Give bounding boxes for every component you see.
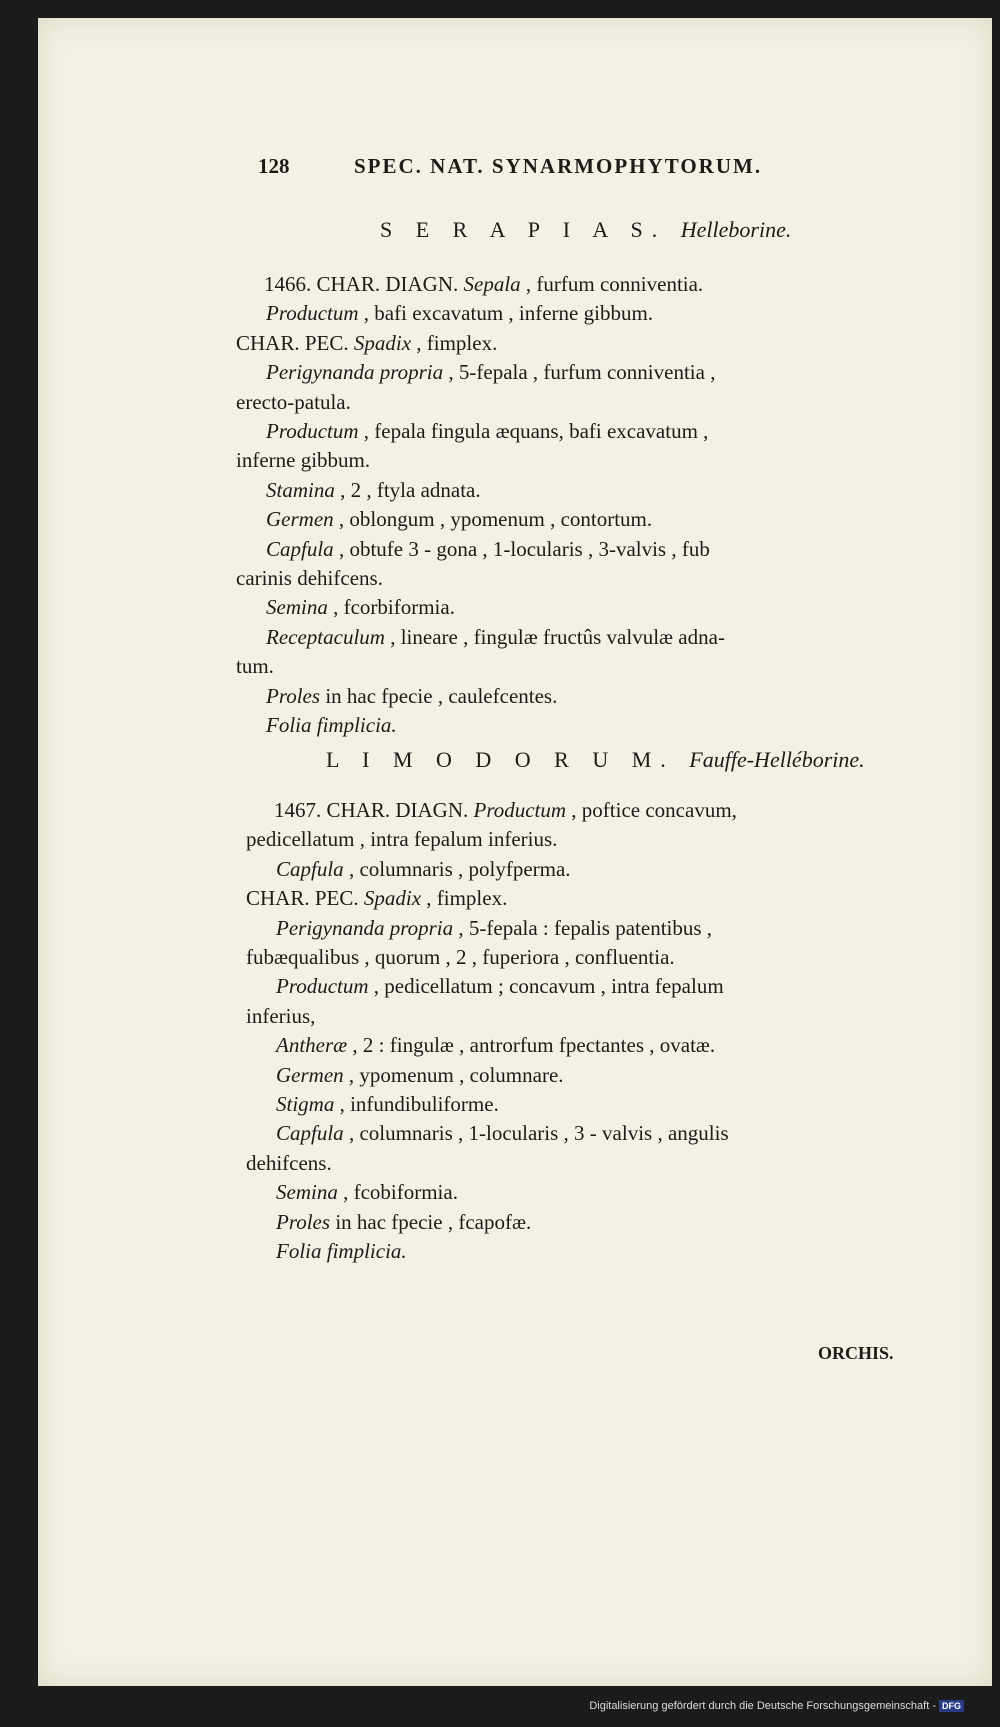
text-line <box>236 566 383 591</box>
text-line <box>276 1239 407 1264</box>
description: carinis dehifcens. <box>236 566 383 590</box>
text-line <box>266 684 557 709</box>
description: , ypomenum , columnare. <box>348 1062 564 1087</box>
term: Germen <box>266 507 334 532</box>
term: Sepala <box>463 272 521 296</box>
genus-title-serapias <box>380 217 791 243</box>
text-line <box>266 360 715 385</box>
description: , 5-fepala , furfum conniventia , <box>448 360 716 385</box>
description: in hac fpecie , caulefcentes. <box>325 683 558 708</box>
genus-name: S E R A P I A S. <box>380 217 667 242</box>
description: inferius, <box>246 1003 316 1028</box>
description: , obtufe 3 - gona , 1-locularis , 3-valvis , fub <box>338 536 710 561</box>
description: fubæqualibus , quorum , 2 , fuperiora , confluentia. <box>246 945 675 969</box>
description: , fimplex. <box>416 330 498 355</box>
entry-number: 1466. <box>264 272 312 296</box>
text-line <box>246 886 507 911</box>
description: , 5-fepala : fepalis patentibus , <box>458 915 713 940</box>
text-line <box>276 1180 458 1205</box>
text-line <box>276 1063 564 1088</box>
page-text <box>38 18 992 1686</box>
text-line <box>266 625 725 650</box>
text-line <box>236 448 370 473</box>
description: , fcorbiformia. <box>333 595 455 620</box>
character-label: CHAR. DIAGN. <box>316 272 459 296</box>
term: Perigynanda propria <box>266 360 444 385</box>
term: Proles <box>276 1209 331 1234</box>
text-line <box>276 1092 499 1117</box>
description: erecto-patula. <box>236 389 351 414</box>
description: , bafi excavatum , inferne gibbum. <box>363 301 654 326</box>
description: , 2 , ftyla adnata. <box>340 477 481 502</box>
text-line <box>236 390 351 415</box>
description: , lineare , fingulæ fructûs valvulæ adna- <box>390 624 725 649</box>
description: , fepala fingula æquans, bafi excavatum , <box>363 419 709 443</box>
term: Folia fimplicia. <box>276 1239 407 1263</box>
term: Productum <box>473 798 567 822</box>
text-line <box>236 331 497 356</box>
description: , poftice concavum, <box>571 798 737 822</box>
term: Receptaculum <box>266 624 385 649</box>
dfg-logo: DFG <box>939 1700 964 1712</box>
running-title: SPEC. NAT. SYNARMOPHYTORUM. <box>354 154 763 178</box>
text-line <box>266 537 710 562</box>
character-label: CHAR. DIAGN. <box>326 798 469 822</box>
description: tum. <box>236 654 274 679</box>
text-line <box>266 595 455 620</box>
text-line <box>276 857 571 882</box>
genus-name: L I M O D O R U M. <box>326 747 675 772</box>
term: Perigynanda propria <box>276 915 454 940</box>
term: Stamina <box>266 477 335 502</box>
term: Stigma <box>276 1092 335 1116</box>
text-line <box>246 827 557 852</box>
term: Productum <box>266 301 359 326</box>
character-label: CHAR. PEC. <box>246 886 359 911</box>
description: pedicellatum , intra fepalum inferius. <box>246 827 558 852</box>
text-line <box>276 916 712 941</box>
text-line <box>246 945 675 970</box>
term: Semina <box>266 595 328 620</box>
book-page <box>38 18 992 1686</box>
description: in hac fpecie , fcapofæ. <box>335 1209 532 1234</box>
text-line <box>276 1033 715 1058</box>
term: Antheræ <box>276 1033 348 1058</box>
running-header <box>258 154 762 179</box>
text-line <box>266 419 708 444</box>
description: , 2 : fingulæ , antrorfum fpectantes , ovatæ. <box>352 1033 716 1058</box>
term: Capfula <box>266 536 334 561</box>
term: Productum <box>276 974 369 999</box>
footer-text: Digitalisierung gefördert durch die Deutsche Forschungsgemeinschaft - <box>589 1700 936 1712</box>
description: , columnaris , 1-locularis , 3 - valvis , angulis <box>348 1121 729 1146</box>
text-line <box>266 301 653 326</box>
text-line <box>246 1151 332 1176</box>
genus-vernacular: Helleborine. <box>680 217 792 242</box>
description: dehifcens. <box>246 1150 332 1175</box>
term: Capfula <box>276 1121 344 1146</box>
page-number: 128 <box>258 154 290 178</box>
term: Folia fimplicia. <box>266 713 397 737</box>
description: , infundibuliforme. <box>339 1092 499 1116</box>
text-line <box>276 974 724 999</box>
text-line <box>236 654 274 679</box>
text-line <box>266 507 652 532</box>
genus-title-limodorum <box>326 747 865 773</box>
term: Spadix <box>353 330 412 355</box>
text-line <box>274 798 737 823</box>
description: , fimplex. <box>426 886 508 911</box>
term: Semina <box>276 1180 338 1205</box>
description: , pedicellatum ; concavum , intra fepalum <box>373 974 724 999</box>
description: , columnaris , polyfperma. <box>348 856 571 881</box>
term: Capfula <box>276 856 344 881</box>
description: , fcobiformia. <box>343 1180 458 1205</box>
digitization-footer <box>589 1700 964 1712</box>
term: Germen <box>276 1062 344 1087</box>
description: , oblongum , ypomenum , contortum. <box>338 507 653 532</box>
entry-number: 1467. <box>274 798 322 822</box>
term: Spadix <box>363 886 422 911</box>
text-line <box>264 272 703 297</box>
term: Productum <box>266 419 359 443</box>
term: Proles <box>266 683 321 708</box>
catchword: ORCHIS. <box>818 1343 894 1363</box>
description: , furfum conniventia. <box>525 272 704 296</box>
text-line <box>276 1121 729 1146</box>
description: inferne gibbum. <box>236 448 371 473</box>
text-line <box>266 478 481 503</box>
text-line <box>246 1004 315 1029</box>
character-label: CHAR. PEC. <box>236 330 349 355</box>
text-line <box>266 713 397 738</box>
genus-vernacular: Fauffe-Helléborine. <box>689 747 865 772</box>
text-line <box>276 1210 531 1235</box>
